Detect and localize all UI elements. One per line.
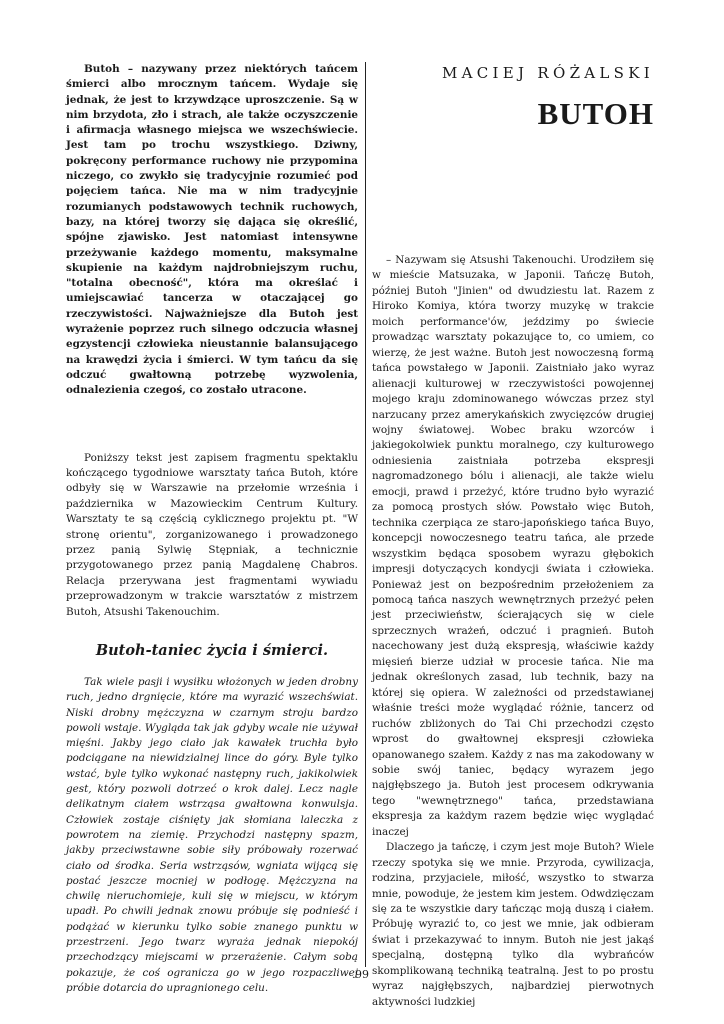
author-name: MACIEJ RÓŻALSKI [441,64,654,82]
intro-plain-paragraph: Poniższy tekst jest zapisem fragmentu spektaklu kończącego tygodniowe warsztaty tańca Butoh, które odbyły się w Warszawie na przełomie września i października w Mazowieckim Centrum Kultury. Warsztaty te są częścią cyklicznego projektu pt. "W stronę orientu", zorganizowanego i prowadzonego przez panią Sylwię Stępniak, a technicznie przygotowanego przez panią Magdalenę Chabros. Relacja przerywana jest fragmentami wywiadu przeprowadzonym w trakcie warsztatów z mistrzem Butoh, Atsushi Takenouchim. [66,451,358,618]
interview-paragraph-2: Dlaczego ja tańczę, i czym jest moje Butoh? Wiele rzeczy spotyka się we mnie. Przyroda, cywilizacja, rodzina, przyjaciele, miłość, wszystko to stwarza mnie, powoduje, że jestem kim jestem. Odwdzięczam się za te wszystkie dary tańcząc moją duszą i ciałem. Próbuję wyrazić to, co jest we mnie, jak odbieram świat i przekazywać to innym. Butoh nie jest jakąś specjalną, dostępną tylko dla wybrańców skomplikowaną techniką teatralną. Jest to po prostu wyraz najgłębszych, najbardziej pierwotnych aktywności ludzkiej [372,841,654,1008]
interview-paragraph-1: – Nazywam się Atsushi Takenouchi. Urodziłem się w mieście Matsuzaka, w Japonii. Tańczę Butoh, później Butoh "Jinien" od dwudziestu lat. Razem z Hiroko Komiya, która tworzy muzykę w trakcie moich performance'ów, jeździmy po świecie prowadząc warsztaty pokazujące to, co umiem, co wierzę, że jest ważne. Butoh jest nowoczesną formą tańca powstałego w Japonii. Zaistniało jako wyraz alienacji kulturowej w rzeczywistości powojennej mojego kraju zdominowanego wówczas przez styl narzucany przez amerykańskich zwycięzców drugiej wojny światowej. Wobec braku wzorców i jakiegokolwiek punktu moralnego, czy kulturowego odniesienia zaistniała potrzeba ekspresji nagromadzonego bólu i alienacji, ale także wielu emocji, prawd i przeżyć, które trudno było wyrazić za pomocą prostych słów. Powstało więc Butoh, technika czerpiąca ze staro-japońskiego tańca Buyo, koncepcji nowoczesnego teatru tańca, ale przede wszystkim będąca sposobem wyrazu głębokich impresji dotyczących kondycji świata i człowieka. Ponieważ jest on bezpośrednim przełożeniem za pomocą tańca naszych wewnętrznych przeżyć pełen jest przeciwieństw, ścierających się w ciele sprzecznych wrażeń, odczuć i pragnień. Butoh nacechowany jest dużą ekspresją, właściwie każdy mięsień bierze udział w procesie tańca. Nie ma jednak określonych zasad, lub technik, bazy na której się opiera. W zależności od przedstawianej właśnie treści może wyglądać różnie, tancerz od ruchów zbliżonych do Tai Chi przechodzi często wprost do gwałtownej ekspresji człowieka opanowanego szałem. Każdy z nas ma zakodowany w sobie swój taniec, będący wyrazem jego najgłębszego ja. Butoh jest procesem odkrywania tego "wewnętrznego" tańca, przedstawiana ekspresja za każdym razem będzie więc wyglądać inaczej [372,254,654,838]
article-title: BUTOH [537,96,654,131]
section-title: Butoh-taniec życia i śmierci. [95,642,329,659]
page-number: 99 [355,968,369,981]
italic-paragraph: Tak wiele pasji i wysiłku włożonych w jeden drobny ruch, jedno drgnięcie, które ma wyrazić wszechświat. Niski drobny mężczyzna w czarnym stroju bardzo powoli wstaje. Wygląda tak jak gdyby wcale nie używał mięśni. Jakby jego ciało jak kawałek truchła było podciągane na niewidzialnej lince do góry. Byle tylko wstać, byle tylko wykonać następny ruch, jakikolwiek gest, który pozwoli dotrzeć o krok dalej. Lecz nagle delikatnym ciałem wstrząsa gwałtowna konwulsja. Człowiek zostaje ciśnięty jak słomiana laleczka z powrotem na ziemię. Przychodzi następny spazm, jakby przeciwstawne sobie siły próbowały rozerwać ciało od środka. Seria wstrząsów, wgniata wijącą się postać jeszcze mocniej w podłogę. Mężczyzna na chwilę nieruchomieje, kuli się w miejscu, w którym upadł. Po chwili jednak znowu próbuje się podnieść i podążać w kierunku tylko sobie znanego punktu w przestrzeni. Jego twarz wyraża jednak niepokój przechodzący miejscami w przerażenie. Całym sobą pokazuje, że coś ogranicza go w jego rozpaczliwej próbie dotarcia do upragnionego celu. [66,676,358,994]
right-column [372,62,654,1010]
left-column [66,62,358,996]
column-divider [365,62,366,967]
intro-bold-paragraph: Butoh – nazywany przez niektórych tańcem śmierci albo mrocznym tańcem. Wydaje się jednak, że jest to krzywdzące uproszczenie. Są w nim brzydota, zło i strach, ale także oczyszczenie i afirmacja własnego miejsca we wszechświecie. Jest tam po trochu wszystkiego. Dziwny, pokręcony performance ruchowy nie przypomina niczego, co zwykło się tradycyjnie rozumieć pod pojęciem tańca. Nie ma w nim tradycyjnie rozumianych podstawowych technik ruchowych, bazy, na której tworzy się dająca się określić, spójne zjawisko. Jest natomiast intensywne przeżywanie każdego momentu, maksymalne skupienie na każdym najdrobniejszym ruchu, "totalna obecność", która ma określać i umiejscawiać tancerza w otaczającej go rzeczywistości. Najważniejsze dla Butoh jest wyrażenie poprzez ruch silnego odczucia własnej egzystencji człowieka nieustannie balansującego na krawędzi życia i śmierci. W tym tańcu da się odczuć gwałtowną potrzebę wyzwolenia, odnalezienia czegoś, co zostało utracone. [66,63,358,397]
